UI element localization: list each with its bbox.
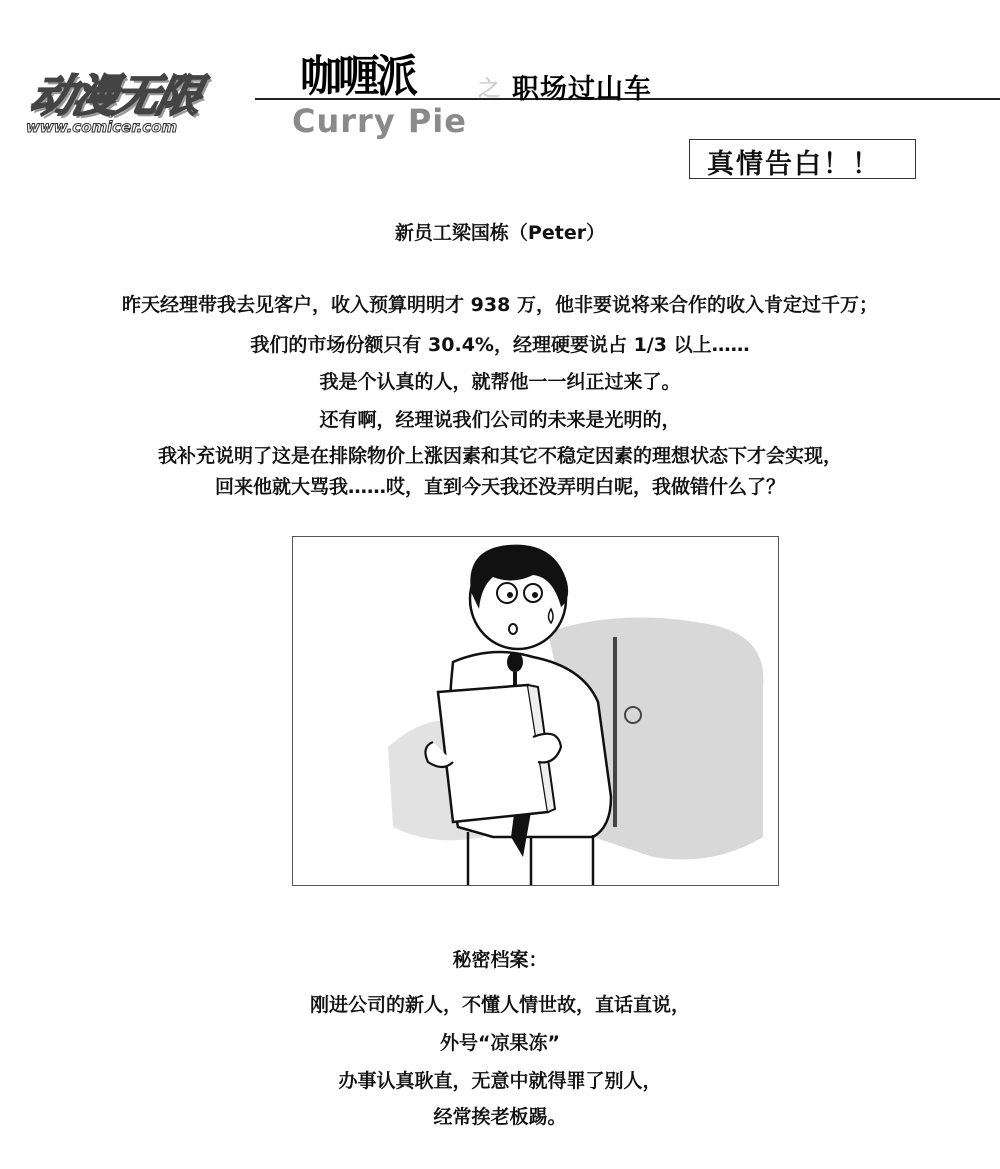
- dossier-line: 刚进公司的新人，不懂人情世故，直话直说，: [309, 994, 690, 1016]
- sweat-drop: [549, 609, 554, 623]
- story-line: 我是个认真的人，就帮他一一纠正过来了。: [319, 371, 681, 393]
- story-line: 我们的市场份额只有 30.4%，经理硬要说占 1/3 以上……: [250, 334, 750, 356]
- dossier-title: 秘密档案：: [452, 949, 548, 971]
- dossier-line: 经常挨老板踢。: [433, 1106, 567, 1128]
- door-frame: [613, 637, 617, 827]
- trousers: [468, 832, 593, 885]
- site-logo: [22, 58, 272, 148]
- left-eye: [497, 583, 517, 603]
- series-subtitle: 职场过山车: [512, 74, 652, 105]
- site-logo-url: www.comicer.com: [26, 118, 178, 136]
- speaker-name: 新员工梁国栋（Peter）: [394, 222, 606, 244]
- episode-title-box: [689, 139, 916, 179]
- series-title-en: Curry Pie: [292, 102, 467, 140]
- story-line: 我补充说明了这是在排除物价上涨因素和其它不稳定因素的理想状态下才会实现，: [157, 445, 842, 467]
- series-particle: 之: [478, 77, 501, 102]
- story-line: 还有啊，经理说我们公司的未来是光明的，: [319, 409, 681, 431]
- episode-title: 真情告白！！: [707, 149, 881, 180]
- dossier-line: 办事认真耿直，无意中就得罪了别人，: [338, 1070, 662, 1092]
- microphone: [507, 652, 523, 672]
- mouth: [509, 624, 517, 634]
- story-line: 昨天经理带我去见客户，收入预算明明才 938 万，他非要说将来合作的收入肯定过千万；: [122, 294, 878, 316]
- comic-illustration: [292, 536, 779, 886]
- series-title: 咖喱派: [300, 51, 414, 102]
- story-line: 回来他就大骂我……哎，直到今天我还没弄明白呢，我做错什么了？: [214, 476, 785, 498]
- dossier-line: 外号“凉果冻”: [440, 1032, 560, 1054]
- site-logo-name: 动漫无限: [25, 71, 205, 122]
- presenter-drawing: [293, 537, 778, 885]
